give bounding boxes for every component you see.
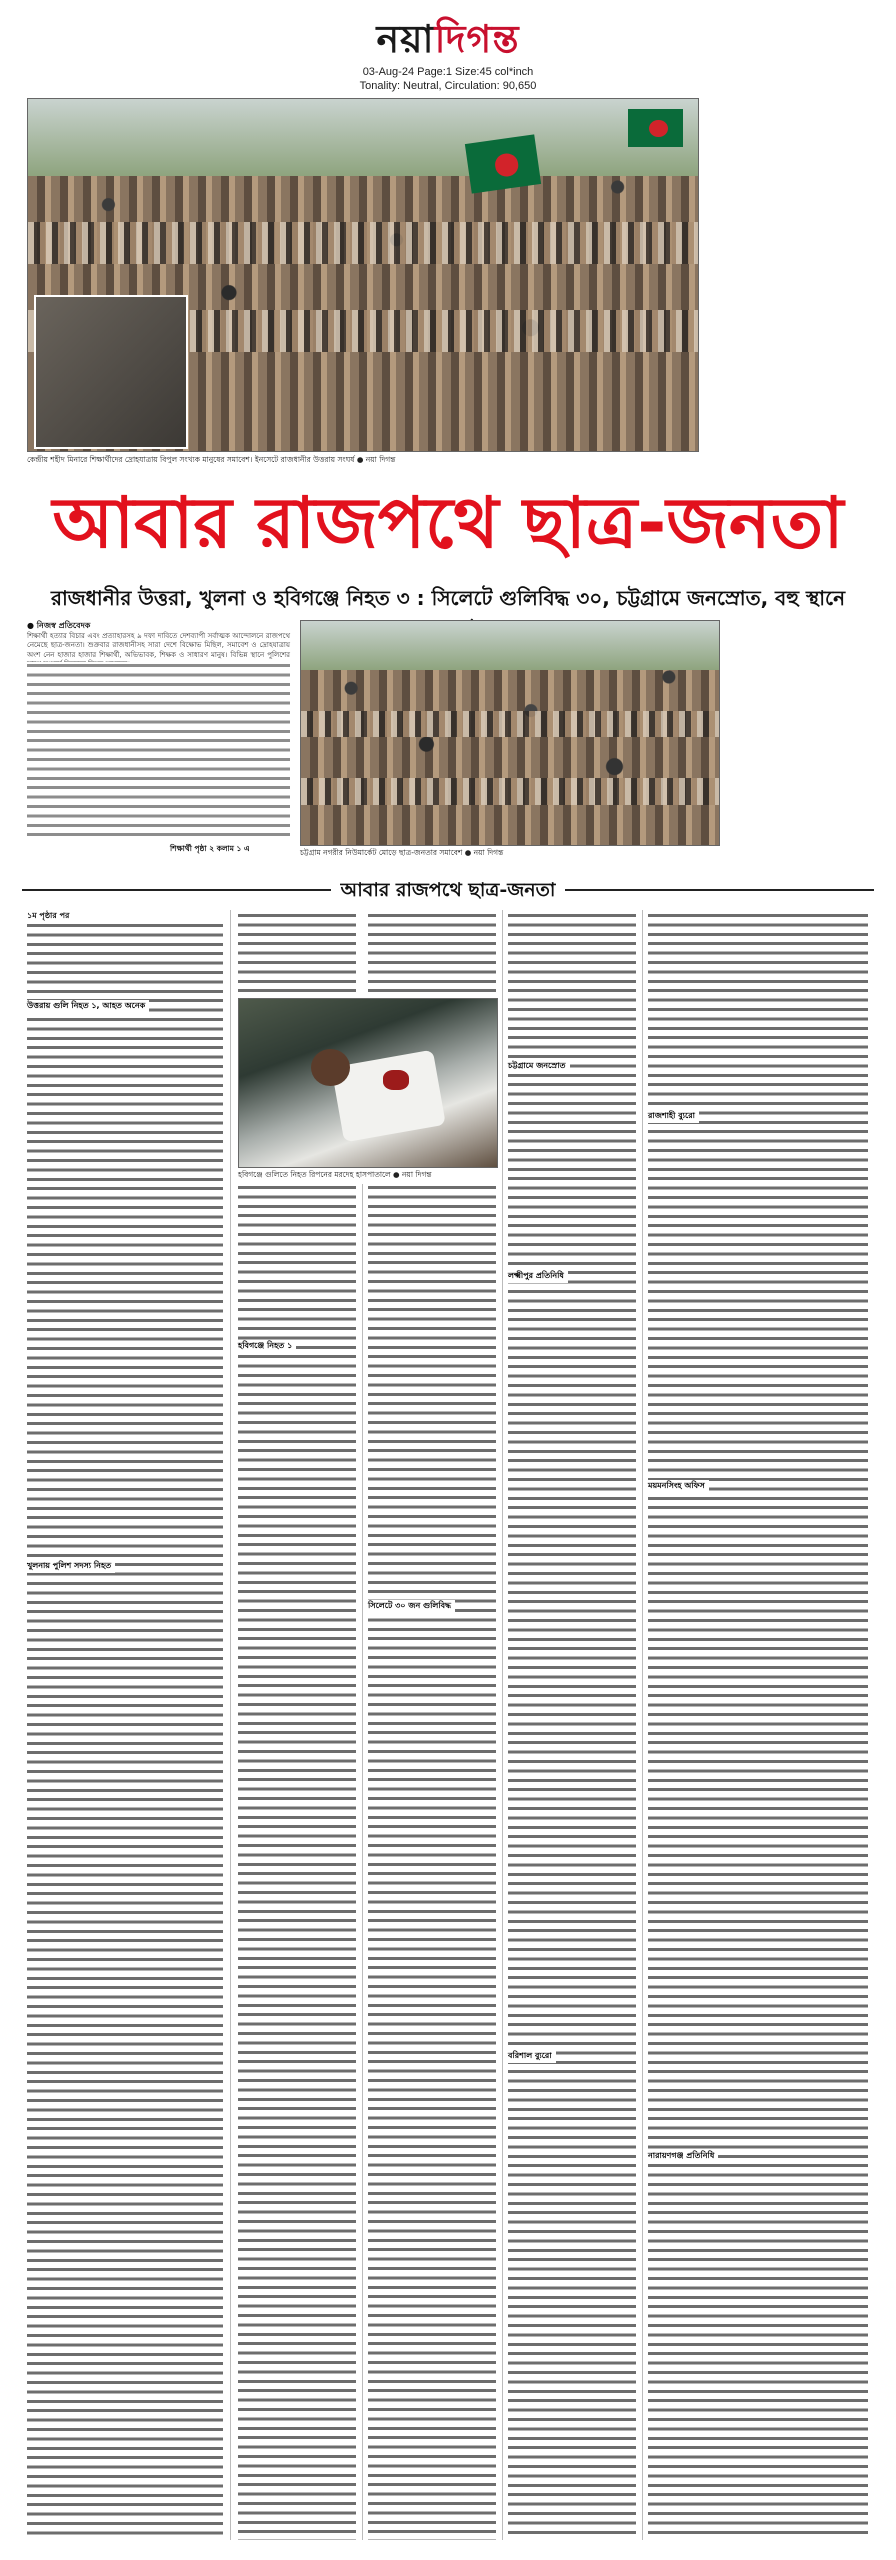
tonality-line: Tonality: Neutral, Circulation: 90,650 <box>359 80 537 92</box>
photo-crowd-band <box>301 711 719 738</box>
front-story-continued: শিক্ষার্থী পৃষ্ঠা ২ কলাম ১ এ <box>170 844 250 853</box>
jump-column-5 <box>648 912 868 2540</box>
newspaper-logo <box>0 10 896 74</box>
logo-part-2: দিগন্ত <box>434 17 520 61</box>
column-rule <box>642 910 643 2540</box>
jump-column-4 <box>508 912 636 2540</box>
front-story-byline: ● নিজস্ব প্রতিবেদক <box>27 621 91 630</box>
jump-column-2 <box>238 1184 356 2540</box>
flag-icon <box>465 134 541 193</box>
subhead: ময়মনসিংহ অফিস <box>648 1480 709 1493</box>
photo-blood <box>383 1070 409 1090</box>
subhead: লক্ষ্মীপুর প্রতিনিধি <box>508 1270 568 1283</box>
subhead: হবিগঞ্জে নিহত ১ <box>238 1340 296 1353</box>
masthead <box>0 0 896 108</box>
jump-column-1 <box>27 922 223 2540</box>
photo-sky <box>301 621 719 670</box>
right-crowd-photo <box>300 620 720 846</box>
right-photo-caption: চট্টগ্রাম নগরীর নিউমার্কেট মোড়ে ছাত্র-জনতার সমাবেশ ● নয়া দিগন্ত <box>300 848 504 857</box>
continued-from-label: ১ম পৃষ্ঠার পর <box>27 911 70 920</box>
subhead: সিলেটে ৩০ জন গুলিবিদ্ধ <box>368 1600 455 1613</box>
subhead: চট্টগ্রামে জনস্রোত <box>508 1060 570 1073</box>
photo-face <box>311 1049 350 1086</box>
subhead: খুলনায় পুলিশ সদস্য নিহত <box>27 1560 115 1573</box>
top-photo-caption: কেন্দ্রীয় শহীদ মিনারে শিক্ষার্থীদের দ্রোহযাত্রায় বিপুল সংখ্যক মানুষের সমাবেশ। ইনসেটে রাজধানীর উত্তরায় সংঘর্ষ ● নয়া দিগন্ত <box>27 455 396 464</box>
mid-photo-caption: হবিগঞ্জে গুলিতে নিহত রিপনের মরদেহ হাসপাতালে ● নয়া দিগন্ত <box>238 1170 432 1179</box>
photo-sky <box>28 99 698 176</box>
jump-column-3 <box>368 1184 496 2540</box>
subhead: উত্তরায় গুলি নিহত ১, আহত অনেক <box>27 1000 149 1013</box>
logo-part-1: নয়া <box>376 17 435 61</box>
sub-headline: রাজধানীর উত্তরা, খুলনা ও হবিগঞ্জে নিহত ৩ : সিলেটে গুলিবিদ্ধ ৩০, চট্টগ্রামে জনস্রোত, বহু স্থানে <box>50 586 846 610</box>
hospital-photo <box>238 998 498 1168</box>
inset-photo <box>34 295 188 449</box>
column-rule <box>230 910 231 2540</box>
jump-section-title <box>22 876 874 904</box>
photo-crowd-band <box>301 778 719 805</box>
column-rule <box>502 910 503 2540</box>
top-crowd-photo <box>27 98 699 452</box>
subhead: নারায়ণগঞ্জ প্রতিনিধি <box>648 2150 718 2163</box>
photo-crowd-band <box>28 222 698 264</box>
subhead: বরিশাল ব্যুরো <box>508 2050 556 2063</box>
flag-icon <box>628 109 683 147</box>
edition-line: 03-Aug-24 Page:1 Size:45 col*inch <box>362 66 534 78</box>
jump-section-title-text: আবার রাজপথে ছাত্র-জনতা <box>331 879 566 901</box>
section-title-band <box>22 876 874 904</box>
main-headline: আবার রাজপথে ছাত্র-জনতা <box>52 482 844 564</box>
front-story-lead: শিক্ষার্থী হত্যার বিচার এবং প্রত্যাহারসহ ৯ দফা দাবিতে দেশব্যাপী সর্বাত্মক আন্দোলনে রাজপথে নেমেছে ছাত্র-জনতা। শুক্রবার রাজধানীসহ সারা দেশে বিক্ষোভ মিছিল, সমাবেশ ও দ্রোহযাত্রায় অংশ নেন হাজার হাজার শিক্ষার্থী, অভিভাবক, শিক্ষক ও সাধারণ মানুষ। বিভিন্ন স্থানে পুলিশের <box>27 632 290 659</box>
jump-column-2-top <box>238 912 356 994</box>
front-story-text <box>27 662 290 840</box>
subhead: রাজশাহী ব্যুরো <box>648 1110 699 1123</box>
column-rule <box>362 1184 363 2540</box>
jump-column-3-top <box>368 912 496 994</box>
